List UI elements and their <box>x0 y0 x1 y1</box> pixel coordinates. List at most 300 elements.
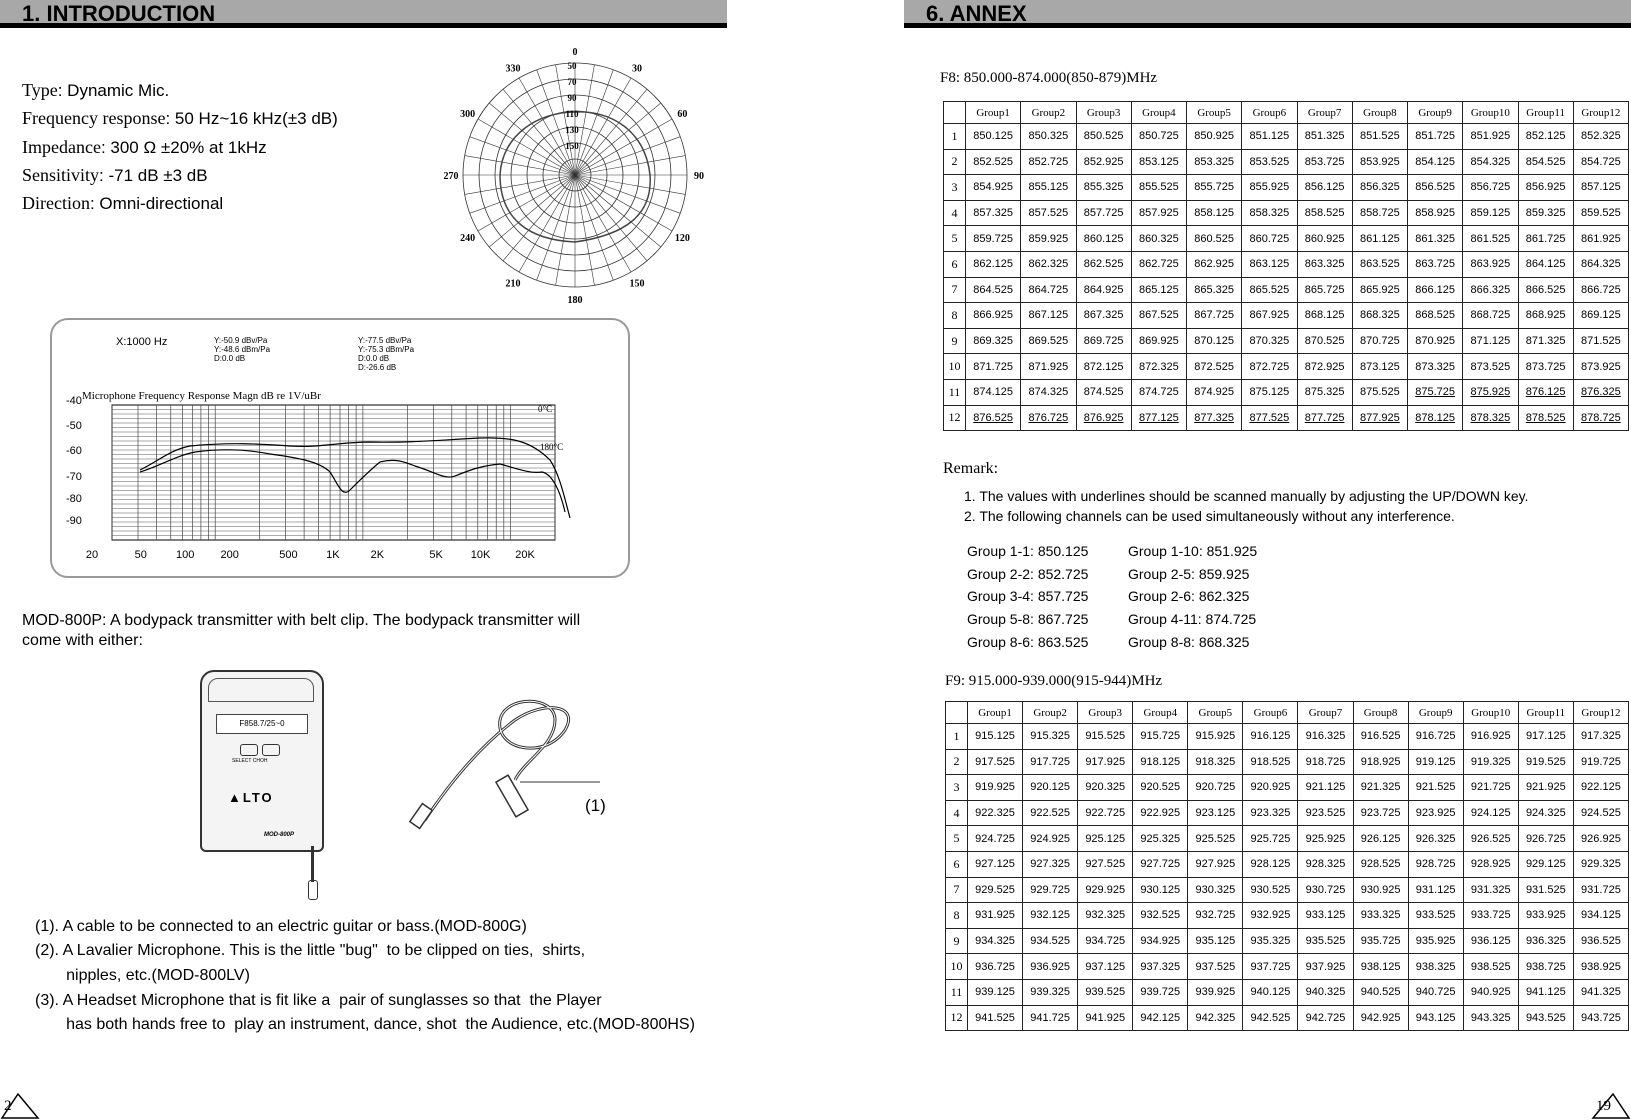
frequency-cell: 934.325 <box>968 928 1023 954</box>
frequency-cell: 853.525 <box>1242 149 1297 175</box>
row-number: 10 <box>946 954 968 980</box>
f9-frequency-table <box>945 701 1629 1031</box>
frequency-cell: 868.725 <box>1463 303 1518 329</box>
row-number: 9 <box>944 328 966 354</box>
frequency-cell: 915.525 <box>1078 724 1133 750</box>
frequency-cell: 923.725 <box>1353 800 1408 826</box>
frequency-cell: 923.125 <box>1188 800 1243 826</box>
group-header: Group11 <box>1518 702 1573 724</box>
frequency-cell: 941.125 <box>1518 979 1573 1005</box>
polar-ring-label: 90 <box>567 93 577 103</box>
frequency-cell: 853.725 <box>1297 149 1352 175</box>
frequency-cell: 943.325 <box>1463 1005 1518 1031</box>
frequency-cell: 937.125 <box>1078 954 1133 980</box>
group-header: Group3 <box>1076 102 1131 124</box>
polar-pattern-diagram <box>440 47 710 306</box>
frequency-cell: 940.525 <box>1353 979 1408 1005</box>
row-number: 12 <box>946 1005 968 1031</box>
frequency-cell: 851.925 <box>1463 124 1518 150</box>
accessory-list-line: (1). A cable to be connected to an electric guitar or bass.(MOD-800G) <box>35 918 527 935</box>
frequency-cell: 940.725 <box>1408 979 1463 1005</box>
frequency-cell: 918.525 <box>1243 749 1298 775</box>
frequency-cell: 874.725 <box>1131 379 1186 405</box>
frequency-cell: 864.325 <box>1573 251 1628 277</box>
frequency-cell: 941.925 <box>1078 1005 1133 1031</box>
frequency-cell: 854.725 <box>1573 149 1628 175</box>
frequency-cell: 932.325 <box>1078 903 1133 929</box>
frequency-cell: 934.725 <box>1078 928 1133 954</box>
frequency-cell: 941.325 <box>1573 979 1628 1005</box>
frequency-cell: 918.125 <box>1133 749 1188 775</box>
frequency-cell: 851.125 <box>1242 124 1297 150</box>
x-tick-label: 20K <box>515 549 535 561</box>
frequency-cell: 851.725 <box>1408 124 1463 150</box>
frequency-cell: 932.525 <box>1133 903 1188 929</box>
frequency-cell: 922.925 <box>1133 800 1188 826</box>
accessory-list-line: nipples, etc.(MOD-800LV) <box>35 967 250 984</box>
polar-ring-label: 70 <box>567 77 577 87</box>
frequency-cell: 926.325 <box>1408 826 1463 852</box>
frequency-cell: 927.925 <box>1188 851 1243 877</box>
frequency-cell: 857.325 <box>966 200 1021 226</box>
table-row <box>946 928 1629 954</box>
intro-section-title: 1. INTRODUCTION <box>22 1 216 26</box>
polar-angle-label: 180 <box>567 295 583 306</box>
frequency-cell: 851.325 <box>1297 124 1352 150</box>
frequency-cell: 922.125 <box>1573 775 1628 801</box>
frequency-cell: 878.125 <box>1408 405 1463 431</box>
frequency-cell: 873.525 <box>1463 354 1518 380</box>
frequency-cell: 940.925 <box>1463 979 1518 1005</box>
frequency-cell: 862.525 <box>1076 251 1131 277</box>
cursor2-line: D:0.0 dB <box>358 354 390 363</box>
frequency-cell: 862.725 <box>1131 251 1186 277</box>
group-header: Group12 <box>1573 102 1628 124</box>
polar-angle-label: 120 <box>674 233 690 244</box>
frequency-cell: 931.725 <box>1573 877 1628 903</box>
table-row <box>944 149 1629 175</box>
spec-value: : Omni-directional <box>89 194 224 213</box>
frequency-cell: 867.125 <box>1021 303 1076 329</box>
table-row <box>944 405 1629 431</box>
group-header: Group9 <box>1408 702 1463 724</box>
frequency-cell: 871.925 <box>1021 354 1076 380</box>
polar-ring-label: 130 <box>565 125 579 135</box>
frequency-cell: 933.525 <box>1408 903 1463 929</box>
x-tick-label: 500 <box>279 549 298 561</box>
f8-table-title: F8: 850.000-874.000(850-879)MHz <box>940 70 1158 86</box>
group-header: Group11 <box>1518 102 1573 124</box>
frequency-cell: 933.125 <box>1298 903 1353 929</box>
frequency-cell: 919.125 <box>1408 749 1463 775</box>
frequency-cell: 921.525 <box>1408 775 1463 801</box>
frequency-cell: 852.925 <box>1076 149 1131 175</box>
frequency-cell: 939.925 <box>1188 979 1243 1005</box>
frequency-cell: 856.925 <box>1518 175 1573 201</box>
group-header: Group2 <box>1023 702 1078 724</box>
frequency-cell: 929.525 <box>968 877 1023 903</box>
frequency-cell: 865.325 <box>1187 277 1242 303</box>
channel-pair-a: Group 3-4: 857.725 <box>967 588 1089 604</box>
frequency-cell: 856.725 <box>1463 175 1518 201</box>
spec-label: Sensitivity <box>22 165 100 185</box>
frequency-cell: 916.525 <box>1353 724 1408 750</box>
accessory-list-line: (2). A Lavalier Microphone. This is the little "bug" to be clipped on ties, shirts, <box>35 942 586 959</box>
frequency-cell: 865.125 <box>1131 277 1186 303</box>
instrument-cable-illustration <box>405 690 605 850</box>
frequency-cell: 939.725 <box>1133 979 1188 1005</box>
frequency-cell: 851.525 <box>1352 124 1407 150</box>
frequency-cell: 942.525 <box>1243 1005 1298 1031</box>
frequency-cell: 874.525 <box>1076 379 1131 405</box>
table-row <box>946 954 1629 980</box>
channel-pair-b: Group 2-6: 862.325 <box>1128 588 1250 604</box>
frequency-cell: 933.925 <box>1518 903 1573 929</box>
table-row <box>946 800 1629 826</box>
frequency-cell: 934.925 <box>1133 928 1188 954</box>
frequency-cell: 852.325 <box>1573 124 1628 150</box>
frequency-cell: 929.925 <box>1078 877 1133 903</box>
frequency-cell: 859.925 <box>1021 226 1076 252</box>
frequency-cell: 926.725 <box>1518 826 1573 852</box>
frequency-cell: 869.925 <box>1131 328 1186 354</box>
frequency-cell: 859.125 <box>1463 200 1518 226</box>
frequency-cell: 850.125 <box>966 124 1021 150</box>
table-row <box>944 175 1629 201</box>
frequency-cell: 927.725 <box>1133 851 1188 877</box>
spec-direction <box>22 193 223 214</box>
row-number: 11 <box>944 379 966 405</box>
frequency-cell: 854.325 <box>1463 149 1518 175</box>
frequency-cell: 938.525 <box>1463 954 1518 980</box>
row-number: 4 <box>944 200 966 226</box>
frequency-cell: 857.725 <box>1076 200 1131 226</box>
frequency-cell: 878.725 <box>1573 405 1628 431</box>
table-row <box>944 251 1629 277</box>
frequency-cell: 858.325 <box>1242 200 1297 226</box>
spec-sensitivity <box>22 165 208 186</box>
frequency-cell: 866.725 <box>1573 277 1628 303</box>
frequency-cell: 938.125 <box>1353 954 1408 980</box>
x-cursor-label: X:1000 Hz <box>116 336 168 348</box>
frequency-cell: 857.125 <box>1573 175 1628 201</box>
frequency-cell: 919.725 <box>1573 749 1628 775</box>
frequency-cell: 871.125 <box>1463 328 1518 354</box>
frequency-cell: 922.525 <box>1023 800 1078 826</box>
frequency-cell: 856.125 <box>1297 175 1352 201</box>
frequency-cell: 870.925 <box>1408 328 1463 354</box>
frequency-cell: 874.125 <box>966 379 1021 405</box>
group-header: Group4 <box>1131 102 1186 124</box>
row-number: 12 <box>944 405 966 431</box>
frequency-cell: 860.125 <box>1076 226 1131 252</box>
row-number: 3 <box>944 175 966 201</box>
polar-angle-label: 210 <box>505 278 521 290</box>
frequency-cell: 920.925 <box>1243 775 1298 801</box>
frequency-cell: 859.325 <box>1518 200 1573 226</box>
frequency-cell: 940.125 <box>1243 979 1298 1005</box>
frequency-cell: 930.125 <box>1133 877 1188 903</box>
frequency-cell: 876.725 <box>1021 405 1076 431</box>
frequency-cell: 855.525 <box>1131 175 1186 201</box>
frequency-cell: 935.525 <box>1298 928 1353 954</box>
frequency-cell: 867.525 <box>1131 303 1186 329</box>
table-row <box>946 749 1629 775</box>
row-number: 5 <box>944 226 966 252</box>
frequency-cell: 924.125 <box>1463 800 1518 826</box>
frequency-cell: 941.525 <box>968 1005 1023 1031</box>
y-tick-label: -60 <box>66 445 82 457</box>
channel-pair-a: Group 2-2: 852.725 <box>967 566 1089 582</box>
row-number: 3 <box>946 775 968 801</box>
frequency-cell: 876.525 <box>966 405 1021 431</box>
y-tick-label: -50 <box>66 420 82 432</box>
frequency-cell: 921.125 <box>1298 775 1353 801</box>
row-number-header <box>946 702 968 724</box>
curve-label-180: 180°C <box>540 442 564 452</box>
cursor1-line: D:0.0 dB <box>214 354 246 363</box>
frequency-cell: 933.725 <box>1463 903 1518 929</box>
spec-value: : -71 dB ±3 dB <box>99 166 208 185</box>
x-tick-label: 200 <box>220 549 239 561</box>
row-number: 2 <box>946 749 968 775</box>
frequency-cell: 934.125 <box>1573 903 1628 929</box>
row-number: 5 <box>946 826 968 852</box>
frequency-cell: 856.325 <box>1352 175 1407 201</box>
channel-pair-a: Group 1-1: 850.125 <box>967 543 1089 559</box>
curve-label-0: 0°C <box>538 404 553 414</box>
row-number: 1 <box>946 724 968 750</box>
table-row <box>944 226 1629 252</box>
frequency-cell: 877.525 <box>1242 405 1297 431</box>
x-tick-label: 5K <box>429 549 443 561</box>
frequency-cell: 926.525 <box>1463 826 1518 852</box>
frequency-cell: 928.725 <box>1408 851 1463 877</box>
frequency-cell: 931.325 <box>1463 877 1518 903</box>
annex-section-title: 6. ANNEX <box>926 1 1027 26</box>
cursor2-line: Y:-77.5 dBv/Pa <box>358 336 412 345</box>
x-tick-label: 100 <box>176 549 195 561</box>
frequency-cell: 857.925 <box>1131 200 1186 226</box>
frequency-cell: 861.325 <box>1408 226 1463 252</box>
frequency-cell: 863.925 <box>1463 251 1518 277</box>
device-brand-logo: ▲LTO <box>228 790 274 805</box>
group-header: Group9 <box>1408 102 1463 124</box>
channel-pair-a: Group 8-6: 863.525 <box>967 634 1089 650</box>
frequency-cell: 863.525 <box>1352 251 1407 277</box>
frequency-cell: 850.325 <box>1021 124 1076 150</box>
table-row <box>944 124 1629 150</box>
frequency-cell: 854.925 <box>966 175 1021 201</box>
frequency-cell: 929.125 <box>1518 851 1573 877</box>
table-row <box>944 328 1629 354</box>
frequency-cell: 854.525 <box>1518 149 1573 175</box>
spec-label: Direction <box>22 193 90 213</box>
spec-impedance <box>22 137 267 158</box>
cursor2-line: Y:-75.3 dBm/Pa <box>358 345 415 354</box>
accessory-list-line: has both hands free to play an instrument, dance, shot the Audience, etc.(MOD-800HS) <box>35 1016 695 1033</box>
intro-section-header <box>0 0 727 28</box>
group-header: Group8 <box>1353 702 1408 724</box>
frequency-cell: 924.725 <box>968 826 1023 852</box>
frequency-cell: 920.125 <box>1023 775 1078 801</box>
frequency-cell: 866.925 <box>966 303 1021 329</box>
frequency-cell: 872.925 <box>1297 354 1352 380</box>
frequency-cell: 931.525 <box>1518 877 1573 903</box>
x-tick-label: 2K <box>370 549 385 561</box>
frequency-cell: 874.325 <box>1021 379 1076 405</box>
frequency-cell: 927.525 <box>1078 851 1133 877</box>
frequency-cell: 936.525 <box>1573 928 1628 954</box>
frequency-cell: 873.325 <box>1408 354 1463 380</box>
cursor2-line: D:-26.6 dB <box>358 363 397 372</box>
frequency-cell: 931.925 <box>968 903 1023 929</box>
frequency-cell: 875.925 <box>1463 379 1518 405</box>
frequency-cell: 930.525 <box>1243 877 1298 903</box>
chart-grid <box>112 405 555 540</box>
polar-ring-label: 110 <box>565 109 579 119</box>
table-row <box>946 851 1629 877</box>
frequency-cell: 916.325 <box>1298 724 1353 750</box>
group-header: Group3 <box>1078 702 1133 724</box>
frequency-cell: 877.325 <box>1187 405 1242 431</box>
frequency-cell: 875.725 <box>1408 379 1463 405</box>
frequency-cell: 937.325 <box>1133 954 1188 980</box>
frequency-cell: 927.125 <box>968 851 1023 877</box>
frequency-cell: 917.925 <box>1078 749 1133 775</box>
frequency-cell: 940.325 <box>1298 979 1353 1005</box>
frequency-cell: 868.925 <box>1518 303 1573 329</box>
y-tick-label: -90 <box>66 515 82 527</box>
row-number: 1 <box>944 124 966 150</box>
frequency-cell: 873.725 <box>1518 354 1573 380</box>
frequency-cell: 926.925 <box>1573 826 1628 852</box>
frequency-cell: 862.125 <box>966 251 1021 277</box>
frequency-cell: 854.125 <box>1408 149 1463 175</box>
frequency-cell: 855.325 <box>1076 175 1131 201</box>
frequency-cell: 874.925 <box>1187 379 1242 405</box>
frequency-cell: 869.725 <box>1076 328 1131 354</box>
frequency-cell: 935.725 <box>1353 928 1408 954</box>
spec-value: : Dynamic Mic. <box>57 81 170 100</box>
frequency-cell: 867.725 <box>1187 303 1242 329</box>
remark-item: 1. The values with underlines should be scanned manually by adjusting the UP/DOWN key. <box>964 488 1529 504</box>
select-button-icon <box>240 744 258 756</box>
frequency-cell: 936.925 <box>1023 954 1078 980</box>
frequency-cell: 917.325 <box>1573 724 1628 750</box>
x-tick-label: 1K <box>326 549 340 561</box>
frequency-cell: 923.525 <box>1298 800 1353 826</box>
frequency-cell: 943.725 <box>1573 1005 1628 1031</box>
frequency-cell: 925.325 <box>1133 826 1188 852</box>
polar-angle-label: 0 <box>572 47 578 58</box>
frequency-cell: 937.925 <box>1298 954 1353 980</box>
frequency-cell: 921.925 <box>1518 775 1573 801</box>
frequency-cell: 876.125 <box>1518 379 1573 405</box>
channel-button-icon <box>262 744 280 756</box>
frequency-cell: 924.925 <box>1023 826 1078 852</box>
frequency-cell: 925.125 <box>1078 826 1133 852</box>
frequency-cell: 927.325 <box>1023 851 1078 877</box>
table-row <box>946 877 1629 903</box>
group-header: Group4 <box>1133 702 1188 724</box>
table-row <box>946 826 1629 852</box>
frequency-cell: 931.125 <box>1408 877 1463 903</box>
frequency-cell: 873.925 <box>1573 354 1628 380</box>
frequency-cell: 877.725 <box>1297 405 1352 431</box>
channel-pair-b: Group 1-10: 851.925 <box>1128 543 1258 559</box>
frequency-cell: 935.925 <box>1408 928 1463 954</box>
frequency-cell: 861.125 <box>1352 226 1407 252</box>
frequency-cell: 921.725 <box>1463 775 1518 801</box>
row-number: 6 <box>944 251 966 277</box>
table-row <box>946 979 1629 1005</box>
table-row <box>944 379 1629 405</box>
frequency-cell: 917.125 <box>1518 724 1573 750</box>
frequency-cell: 918.725 <box>1298 749 1353 775</box>
antenna-tip <box>308 880 318 900</box>
frequency-cell: 856.525 <box>1408 175 1463 201</box>
remark-title: Remark: <box>943 460 999 477</box>
cursor1-line: Y:-48.6 dBm/Pa <box>214 345 271 354</box>
frequency-cell: 943.125 <box>1408 1005 1463 1031</box>
frequency-cell: 942.725 <box>1298 1005 1353 1031</box>
frequency-cell: 861.525 <box>1463 226 1518 252</box>
cursor1-readout <box>214 336 270 363</box>
frequency-cell: 855.125 <box>1021 175 1076 201</box>
frequency-cell: 850.725 <box>1131 124 1186 150</box>
frequency-cell: 929.325 <box>1573 851 1628 877</box>
polar-ring-label: 50 <box>567 61 577 71</box>
y-tick-label: -80 <box>66 493 82 505</box>
frequency-cell: 942.325 <box>1188 1005 1243 1031</box>
row-number: 11 <box>946 979 968 1005</box>
spec-label: Impedance <box>22 137 101 157</box>
frequency-cell: 853.125 <box>1131 149 1186 175</box>
row-number: 7 <box>944 277 966 303</box>
channel-pair-a: Group 5-8: 867.725 <box>967 611 1089 627</box>
frequency-cell: 917.525 <box>968 749 1023 775</box>
f9-table-title: F9: 915.000-939.000(915-944)MHz <box>945 673 1163 689</box>
frequency-cell: 866.525 <box>1518 277 1573 303</box>
frequency-cell: 922.325 <box>968 800 1023 826</box>
frequency-cell: 925.525 <box>1188 826 1243 852</box>
frequency-cell: 937.725 <box>1243 954 1298 980</box>
frequency-cell: 850.525 <box>1076 124 1131 150</box>
row-number: 9 <box>946 928 968 954</box>
frequency-cell: 864.525 <box>966 277 1021 303</box>
annex-section-header <box>904 0 1631 28</box>
group-header: Group10 <box>1463 102 1518 124</box>
table-row <box>944 303 1629 329</box>
frequency-cell: 934.525 <box>1023 928 1078 954</box>
y-tick-label: -70 <box>66 471 82 483</box>
frequency-cell: 857.525 <box>1021 200 1076 226</box>
frequency-cell: 919.525 <box>1518 749 1573 775</box>
channel-pair-b: Group 2-5: 859.925 <box>1128 566 1250 582</box>
polar-ring-label: 150 <box>565 141 579 151</box>
device-display: F858.7/25~0 <box>216 714 308 734</box>
frequency-cell: 928.925 <box>1463 851 1518 877</box>
cursor1-line: Y:-50.9 dBv/Pa <box>214 336 268 345</box>
device-button-labels: SELECT CHOH <box>232 758 268 764</box>
remark-item: 2. The following channels can be used simultaneously without any interference. <box>964 508 1455 524</box>
frequency-cell: 855.925 <box>1242 175 1297 201</box>
channel-pair-b: Group 8-8: 868.325 <box>1128 634 1250 650</box>
frequency-cell: 858.925 <box>1408 200 1463 226</box>
frequency-cell: 865.725 <box>1297 277 1352 303</box>
frequency-cell: 916.725 <box>1408 724 1463 750</box>
